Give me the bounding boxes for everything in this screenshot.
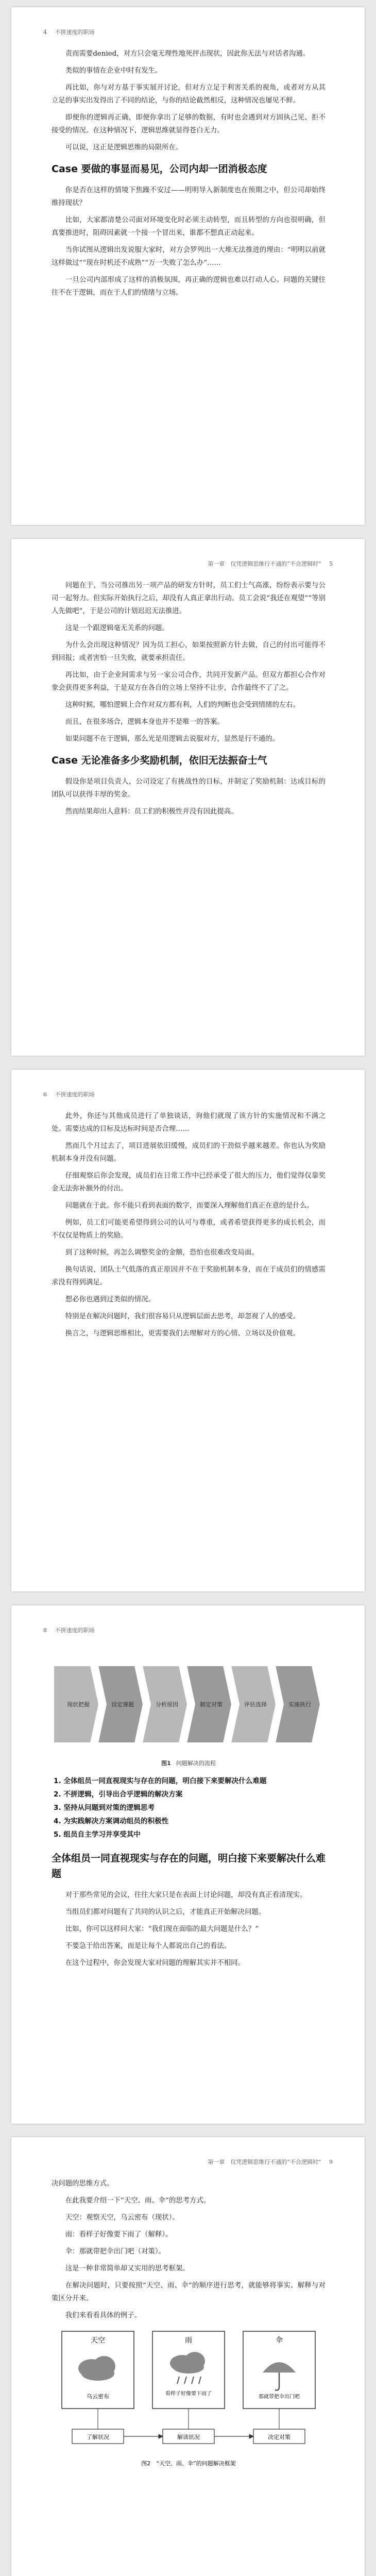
page-3: [11, 1070, 365, 1591]
list-item: 4. 为实践解决方案调动组员的积极性: [54, 1817, 169, 1825]
process-step-label: 设定课题: [111, 1701, 134, 1708]
section-heading: 全体组员一同直视现实与存在的问题，明白接下来要解决什么难题: [52, 1853, 326, 1879]
decide-label: 决定对策: [268, 2434, 290, 2441]
process-step-label: 实施执行: [288, 1701, 311, 1708]
paragraph: 然而结果却出人意料：员工们的积极性并没有因此提高。: [65, 808, 238, 816]
paragraph: 然而几个月过去了，项目进展依旧缓慢，成员们的干劲似乎越来越差。你也认为奖励机制本身并没有问题。: [52, 1142, 326, 1163]
paragraph: 而且，在很多场合，逻辑本身也并不是唯一的答案。: [65, 718, 224, 726]
running-header: 4 不拼速度的职场: [43, 29, 95, 36]
paragraph: 仔细观察后你会发现，成员们在日常工作中已经承受了很大的压力，他们觉得仅靠奖金无法弥补额外的付出。: [52, 1172, 326, 1193]
paragraph: 换言之，与逻辑思维相比，更需要我们去理解对方的心情、立场以及价值观。: [65, 1330, 300, 1337]
paragraph: 再比如，你与对方基于事实展开讨论，但对方立足于利害关系的视角，或者对方从其立足的事实出发得出了不同的结论，与你的结论截然相反，这种情况也屡见不鲜。: [52, 84, 326, 105]
umbrella-title: 伞: [276, 2336, 283, 2345]
process-step-label: 制定对策: [200, 1701, 223, 1708]
paragraph: 换句话说，团队士气低落的真正原因并不在于奖励机制本身，而在于成员们的情感需求没有得到满足。: [52, 1266, 326, 1286]
section-heading: Case 无论准备多少奖励机制，依旧无法振奋士气: [52, 755, 267, 766]
paragraph: 责而需要denied，对方只会毫无理性地死抨击现状，因此你无法与对话者沟通。: [65, 50, 310, 58]
list-item: 1. 全体组员一同直视现实与存在的问题，明白接下来要解决什么难题: [54, 1777, 267, 1785]
list-item: 2. 不拼逻辑，引导出合乎逻辑的解决方案: [54, 1790, 183, 1799]
running-header: 第一章 仅凭逻辑思维行不通的“不合逻辑时” 5: [208, 561, 333, 567]
paragraph: 对于那些常见的会议，往往大家只是在表面上讨论问题，却没有真正看清现实。: [65, 1891, 307, 1899]
section-heading: Case 要做的事显而易见，公司内却一团消极态度: [52, 163, 267, 175]
interpret-label: 解读状况: [177, 2434, 200, 2441]
sky-title: 天空: [91, 2336, 105, 2345]
understand-label: 了解状况: [87, 2434, 109, 2441]
paragraph: 雨：看样子好像要下雨了（解释）。: [65, 2231, 173, 2239]
paragraph: 例如，员工们可能更希望得到公司的认可与尊重，或者希望获得更多的成长机会，而不仅仅是物质上的奖励。: [52, 1219, 326, 1240]
paragraph: 在这个过程中，你会发现大家对问题的理解其实并不相同。: [65, 1959, 245, 1967]
running-header: 6 不拼速度的职场: [43, 1091, 95, 1098]
process-step-label: 评估选择: [244, 1701, 267, 1708]
paragraph: 当你试图从逻辑出发说服大家时，对方会罗列出一大堆无法推进的理由：“明明以前就这样做过”“现在时机还不成熟”“万一失败了怎么办”……: [52, 246, 326, 267]
paragraph: 到了这种时候，再怎么调整奖金的金额，恐怕也很难改变局面。: [65, 1249, 259, 1257]
paragraph: 问题就在于此。你不能只看到表面的数字，而要深入理解他们真正在意的是什么。: [65, 1202, 314, 1210]
list-item: 3. 坚持从问题到对策的逻辑思考: [54, 1804, 155, 1812]
page-4: [11, 1605, 365, 2124]
paragraph: 我们来看看具体的例子。: [65, 2312, 142, 2319]
paragraph: 问题在于，当公司推出另一项产品的研发方针时，员工们士气高涨，纷纷表示要与公司一起努力。但实际开始执行之后，却没有人真正拿出行动。员工会说“我还在观望”“等别人先做吧”，于是公司的计划迟迟无法推进。: [52, 582, 326, 615]
paragraph: 决问题的思维方式。: [52, 2180, 114, 2188]
sky-label: 乌云密布: [87, 2393, 109, 2400]
paragraph: 想必你也遇到过类似的情况。: [65, 1296, 155, 1303]
page-body: [52, 579, 326, 822]
paragraph: 可以说，这正是逻辑思维的局限所在。: [65, 144, 183, 151]
paragraph: 如果问题不在于逻辑，那么光是用逻辑去说服对方，显然是行不通的。: [65, 735, 279, 743]
paragraph: 再比如，由于企业间需求与另一家公司合作，共同开发新产品。但双方都担心合作对象会获得更多利益，于是双方在各自的立场上坚持不让步，合作最终不了了之。: [52, 671, 326, 692]
page-body: [52, 47, 326, 303]
sky-rain-umbrella-figure: [52, 2326, 326, 2496]
paragraph: 伞：那就带把伞出门吧（对策）。: [65, 2248, 165, 2256]
paragraph: 天空：观察天空，乌云密布（现状）。: [65, 2214, 179, 2222]
paragraph: 这是一个跟逻辑毫无关系的问题。: [65, 624, 169, 632]
paragraph: 不要急于给出答案，而是让每个人都说出自己的看法。: [65, 1942, 231, 1950]
process-step-label: 现状把握: [67, 1701, 90, 1708]
figure-caption: 图2 “天空、雨、伞”的问题解决框架: [141, 2460, 236, 2467]
rain-label: 看样子好像要下雨了: [165, 2391, 212, 2397]
paragraph: 特别是在解决问题时，我们很容易只从逻辑层面去思考，却忽视了人的感受。: [65, 1313, 300, 1320]
page-2: [11, 539, 365, 1056]
umbrella-label: 那就带把伞出门吧: [259, 2394, 300, 2400]
paragraph: 你是否在这样的情境下焦躁不安过——明明导入新制度也在预期之中，但公司却始终维持现状？: [52, 187, 326, 207]
list-item: 5. 组员自主学习并享受其中: [54, 1831, 141, 1839]
paragraph: 在解决问题时，只要按照“天空、雨、伞”的顺序进行思考，就能够将事实、解释与对策区分开来。: [52, 2282, 326, 2302]
paragraph: 为什么会出现这种情况？因为员工担心，如果按照新方针去做，自己的付出可能得不到回报；或者害怕一旦失败，就要承担责任。: [52, 641, 326, 662]
running-header: 8 不拼速度的职场: [43, 1627, 95, 1634]
paragraph: 当组员们都对问题有了共同的认识之后，才能真正开始解决问题。: [65, 1908, 266, 1916]
page-body: [52, 1646, 326, 1974]
figure-caption: 图1 问题解决的流程: [161, 1760, 216, 1767]
process-figure: [52, 1653, 326, 1756]
page-1: [11, 7, 365, 525]
paragraph: 假设你是项目负责人，公司设定了有挑战性的目标，并制定了奖励机制：达成目标的团队可以获得丰厚的奖金。: [52, 778, 326, 799]
key-points-list: [52, 1774, 326, 1841]
framework-diagram: [52, 2326, 326, 2481]
running-header: 第一章 仅凭逻辑思维行不通的“不合逻辑时” 9: [208, 2159, 333, 2165]
paragraph: 比如，大家都清楚公司面对环境变化时必须主动转型，而且转型的方向也很明确，但真要推进时，阻碍因素就一个接一个冒出来，谁都不想真正动起来。: [52, 216, 326, 237]
paragraph: 在此我要介绍一下“天空、雨、伞”的思考方式。: [65, 2197, 211, 2205]
paragraph: 类似的事情在企业中时有发生。: [65, 67, 162, 75]
paragraph: 一旦公司内部形成了这样的消极氛围，再正确的逻辑也难以打动人心。问题的关键往往不在于逻辑，而在于人们的情绪与立场。: [52, 276, 326, 297]
page-body: [52, 2177, 326, 2496]
rain-title: 雨: [185, 2336, 192, 2345]
paragraph: 比如，你可以这样问大家：“我们现在面临的最大问题是什么？”: [65, 1925, 259, 1933]
paragraph: 此外，你还与其他成员进行了单独谈话，询他们就现了该方针的实施情况和不满之处。需要达成的目标及达标时间是否合理……: [52, 1112, 326, 1133]
page-body: [52, 1110, 326, 1344]
paragraph: 即便你的逻辑再正确，即便你拿出了足够的数据，有时也会遇到对方固执己见、拒不接受的情况。在这种情况下，逻辑思维就显得苍白无力。: [52, 114, 326, 134]
page-5: [11, 2137, 365, 2576]
process-arrows: [52, 1653, 326, 1756]
paragraph: 这是一种非常简单却又实用的思考框架。: [65, 2265, 190, 2273]
process-step-label: 分析原因: [156, 1701, 178, 1708]
paragraph: 这种时候，哪怕逻辑上合作对双方都有利，人们的判断也会受到情绪的左右。: [65, 701, 300, 709]
